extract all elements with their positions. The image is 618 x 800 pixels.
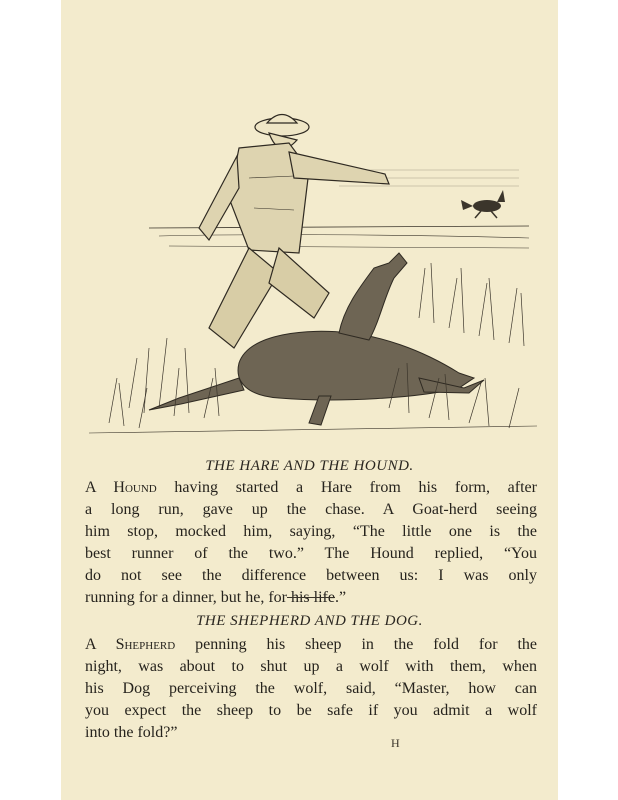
signature-mark: H xyxy=(391,736,400,750)
text-line: best runner of the two.” The Hound replied, “You xyxy=(85,545,537,562)
engraving-hare-and-hound xyxy=(89,78,537,440)
text-line: him stop, mocked him, saying, “The little one is the xyxy=(85,523,537,540)
text-line: A Hound having started a Hare from his form, after xyxy=(85,479,537,496)
drop-word: A Shepherd xyxy=(85,636,176,653)
text-line: night, was about to shut up a wolf with them, when xyxy=(85,658,537,675)
book-page xyxy=(61,0,558,800)
section-divider xyxy=(287,597,335,598)
hare-figure xyxy=(461,190,505,218)
drop-word: A Hound xyxy=(85,479,157,496)
text-line: A Shepherd penning his sheep in the fold for the xyxy=(85,636,538,653)
text-line: you expect the sheep to be safe if you admit a wolf xyxy=(85,702,537,719)
story-title-hare-and-hound: THE HARE AND THE HOUND. xyxy=(205,458,414,474)
text-line: into the fold?” xyxy=(85,724,178,741)
text-line: a long run, gave up the chase. A Goat-herd seeing xyxy=(85,501,537,518)
text-line: running for a dinner, but he, for his life.” xyxy=(85,589,347,606)
story-text-shepherd-and-dog xyxy=(85,634,537,744)
text-line: do not see the difference between us: I was only xyxy=(85,567,537,584)
story-title-shepherd-and-dog: THE SHEPHERD AND THE DOG. xyxy=(196,613,423,629)
story-text-hare-and-hound xyxy=(85,477,537,609)
text-line: his Dog perceiving the wolf, said, “Master, how can xyxy=(85,680,537,697)
